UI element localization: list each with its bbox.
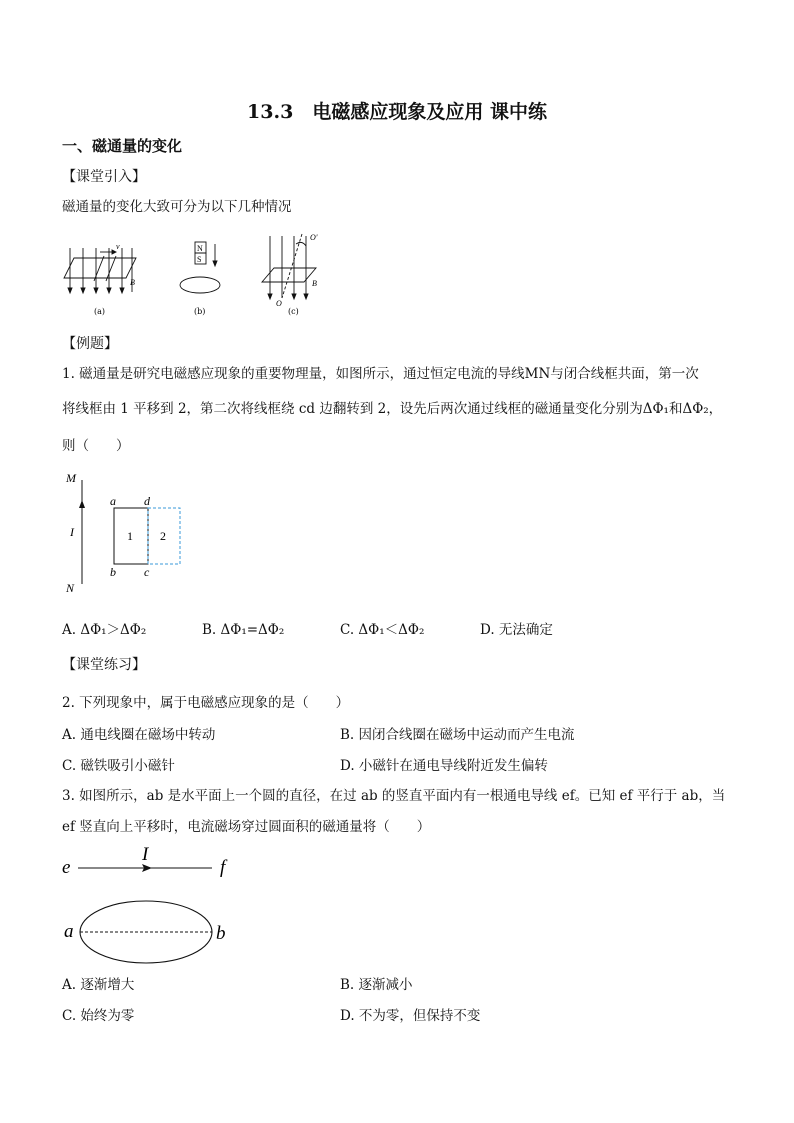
intro-tag: 【课堂引入】: [62, 169, 146, 185]
q2-option-c[interactable]: C. 磁铁吸引小磁针: [62, 758, 175, 774]
label-i: I: [142, 844, 149, 865]
q3-option-a[interactable]: A. 逐渐增大: [62, 977, 135, 993]
intro-figure: [60, 228, 330, 320]
q1-option-b[interactable]: B. ΔΦ₁=ΔΦ₂: [202, 622, 285, 638]
magnet-s: S: [197, 255, 202, 264]
label-b: b: [110, 565, 116, 579]
label-o: O: [276, 299, 282, 308]
caption-c: (c): [288, 307, 299, 316]
label-a: a: [64, 921, 74, 942]
caption-b: (b): [194, 307, 206, 316]
caption-a: (a): [94, 307, 106, 316]
q3-line1: 3. 如图所示，ab 是水平面上一个圆的直径，在过 ab 的竖直平面内有一根通电导线 ef。已知 ef 平行于 ab，当: [62, 788, 726, 804]
q2-option-d[interactable]: D. 小磁针在通电导线附近发生偏转: [340, 758, 548, 774]
label-n: N: [66, 581, 75, 595]
q2-option-a[interactable]: A. 通电线圈在磁场中转动: [62, 727, 216, 743]
region-2: 2: [160, 529, 166, 543]
magnet-n: N: [197, 244, 203, 253]
label-b-c: B: [312, 279, 317, 288]
label-b: b: [216, 923, 226, 944]
intro-text: 磁通量的变化大致可分为以下几种情况: [62, 199, 292, 215]
label-v: v: [116, 242, 120, 251]
figure-a: [64, 248, 136, 293]
region-1: 1: [127, 529, 133, 543]
figure-c: [262, 234, 316, 299]
q3-option-d[interactable]: D. 不为零，但保持不变: [340, 1008, 481, 1024]
label-o-prime: O': [310, 233, 318, 242]
current-arrow: [79, 500, 85, 508]
q3-option-b[interactable]: B. 逐渐减小: [340, 977, 413, 993]
section-heading: 一、磁通量的变化: [62, 137, 183, 155]
q1-option-a[interactable]: A. ΔΦ₁＞ΔΦ₂: [62, 622, 147, 638]
example-tag: 【例题】: [62, 336, 118, 352]
q3-figure: [60, 840, 240, 970]
q2-option-b[interactable]: B. 因闭合线圈在磁场中运动而产生电流: [340, 727, 575, 743]
q1-line3: 则（ ）: [62, 438, 130, 454]
label-c: c: [144, 565, 150, 579]
label-d: d: [144, 494, 150, 508]
label-e: e: [62, 857, 71, 878]
label-i: I: [70, 525, 74, 539]
practice-tag: 【课堂练习】: [62, 657, 146, 673]
q1-line2: 将线框由 1 平移到 2，第二次将线框绕 cd 边翻转到 2，设先后两次通过线框的磁通量变化分别为ΔΦ₁和ΔΦ₂，: [62, 401, 723, 417]
q1-figure: [62, 466, 192, 596]
label-b-a: B: [130, 278, 135, 287]
page-title: 13.3 电磁感应现象及应用 课中练: [247, 101, 547, 123]
label-f: f: [220, 857, 226, 878]
label-m: M: [66, 471, 76, 485]
q1-option-c[interactable]: C. ΔΦ₁＜ΔΦ₂: [340, 622, 425, 638]
q3-line2: ef 竖直向上平移时，电流磁场穿过圆面积的磁通量将（ ）: [62, 819, 431, 835]
q2-stem: 2. 下列现象中，属于电磁感应现象的是（ ）: [62, 695, 350, 711]
q3-option-c[interactable]: C. 始终为零: [62, 1008, 135, 1024]
label-a: a: [110, 494, 116, 508]
q1-option-d[interactable]: D. 无法确定: [480, 622, 553, 638]
q1-line1: 1. 磁通量是研究电磁感应现象的重要物理量，如图所示，通过恒定电流的导线MN与闭合线框共面，第一次: [62, 366, 699, 382]
